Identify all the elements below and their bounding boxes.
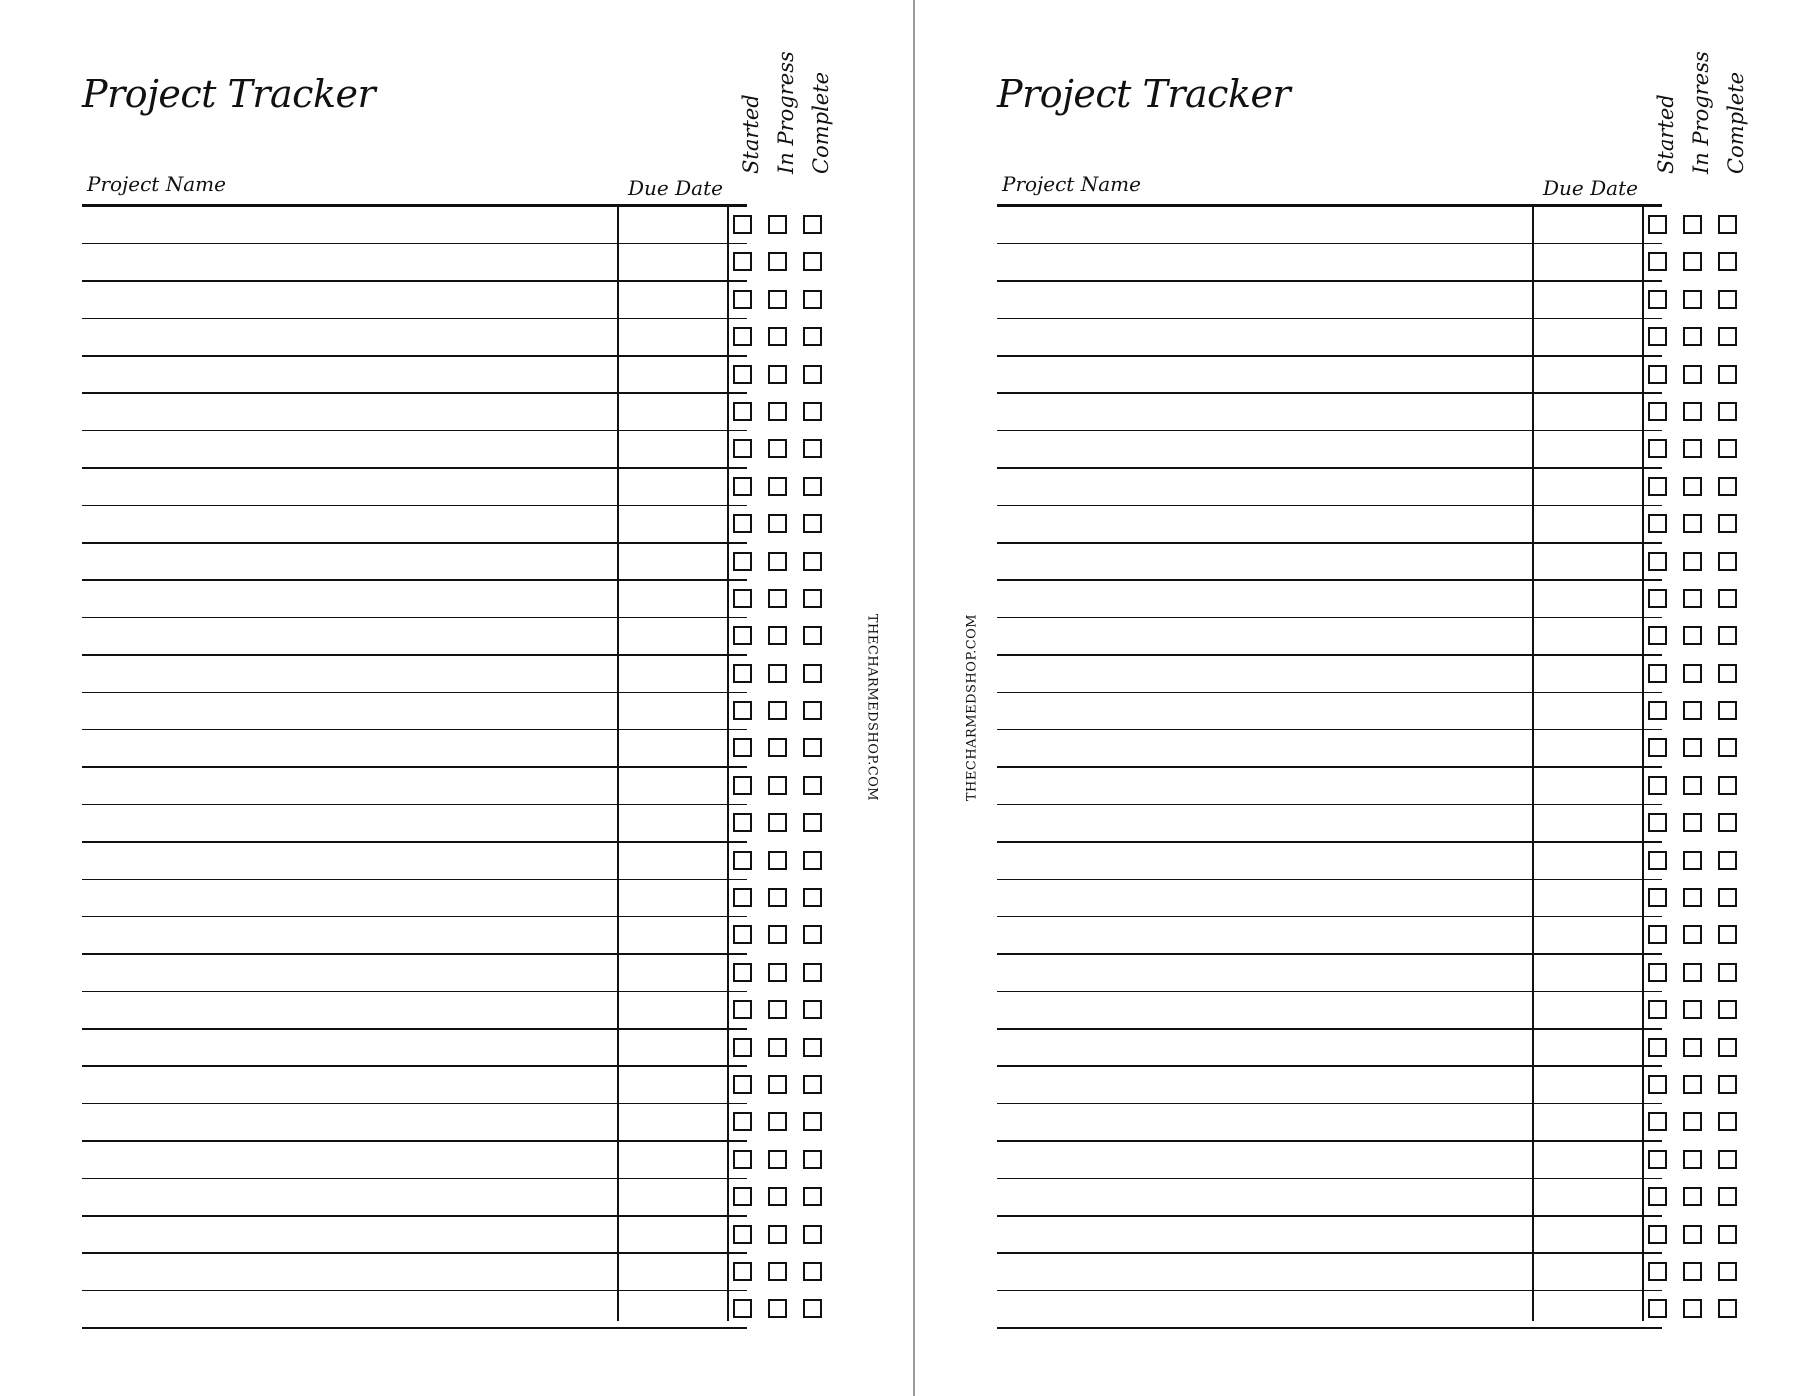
table-row [997,1142,1757,1179]
started-checkbox[interactable] [1648,439,1667,458]
in-progress-checkbox[interactable] [768,626,787,645]
complete-checkbox[interactable] [1718,1225,1737,1244]
table-row [82,1104,842,1141]
column-header-project-name: Project Name [87,172,226,196]
complete-checkbox[interactable] [1718,1038,1737,1057]
row-rule [997,1327,1662,1329]
started-checkbox[interactable] [733,1299,752,1318]
in-progress-checkbox[interactable] [768,851,787,870]
table-row [997,917,1757,954]
complete-checkbox[interactable] [1718,664,1737,683]
started-checkbox[interactable] [1648,925,1667,944]
complete-checkbox[interactable] [803,552,822,571]
complete-checkbox[interactable] [1718,626,1737,645]
complete-checkbox[interactable] [803,252,822,271]
complete-checkbox[interactable] [803,1225,822,1244]
in-progress-checkbox[interactable] [1683,290,1702,309]
started-checkbox[interactable] [733,215,752,234]
in-progress-checkbox[interactable] [1683,963,1702,982]
table-row [997,431,1757,468]
in-progress-checkbox[interactable] [1683,552,1702,571]
table-row [997,992,1757,1029]
complete-checkbox[interactable] [1718,1112,1737,1131]
table-row [82,319,842,356]
complete-checkbox[interactable] [1718,252,1737,271]
column-header-in-progress: In Progress [1689,51,1713,174]
complete-checkbox[interactable] [1718,1075,1737,1094]
column-header-in-progress: In Progress [774,51,798,174]
in-progress-checkbox[interactable] [1683,776,1702,795]
table-row [82,730,842,767]
in-progress-checkbox[interactable] [1683,365,1702,384]
table-row [997,693,1757,730]
complete-checkbox[interactable] [803,1000,822,1019]
in-progress-checkbox[interactable] [768,776,787,795]
started-checkbox[interactable] [1648,252,1667,271]
started-checkbox[interactable] [733,365,752,384]
left-page [82,0,880,1396]
started-checkbox[interactable] [1648,738,1667,757]
started-checkbox[interactable] [733,1262,752,1281]
table-row [997,581,1757,618]
in-progress-checkbox[interactable] [768,1299,787,1318]
table-row [997,1291,1757,1328]
started-checkbox[interactable] [1648,589,1667,608]
complete-checkbox[interactable] [1718,963,1737,982]
in-progress-checkbox[interactable] [768,664,787,683]
table-row [997,1067,1757,1104]
table-row [997,656,1757,693]
started-checkbox[interactable] [733,1187,752,1206]
complete-checkbox[interactable] [803,215,822,234]
table-row [82,282,842,319]
page-title: Project Tracker [82,72,376,116]
in-progress-checkbox[interactable] [768,402,787,421]
started-checkbox[interactable] [1648,514,1667,533]
complete-checkbox[interactable] [803,365,822,384]
started-checkbox[interactable] [733,439,752,458]
tracker-rows [82,207,842,1329]
table-row [997,805,1757,842]
in-progress-checkbox[interactable] [768,439,787,458]
page-divider [913,0,915,1396]
started-checkbox[interactable] [1648,1000,1667,1019]
started-checkbox[interactable] [733,252,752,271]
table-row [997,469,1757,506]
complete-checkbox[interactable] [803,439,822,458]
table-row [82,656,842,693]
complete-checkbox[interactable] [803,327,822,346]
in-progress-checkbox[interactable] [768,365,787,384]
table-row [997,394,1757,431]
in-progress-checkbox[interactable] [768,1000,787,1019]
table-row [997,1104,1757,1141]
in-progress-checkbox[interactable] [768,1262,787,1281]
table-row [997,282,1757,319]
started-checkbox[interactable] [733,290,752,309]
started-checkbox[interactable] [1648,1038,1667,1057]
started-checkbox[interactable] [1648,813,1667,832]
in-progress-checkbox[interactable] [1683,888,1702,907]
table-row [82,244,842,281]
started-checkbox[interactable] [733,925,752,944]
table-row [82,618,842,655]
started-checkbox[interactable] [733,1075,752,1094]
table-row [82,1067,842,1104]
in-progress-checkbox[interactable] [768,1150,787,1169]
in-progress-checkbox[interactable] [768,552,787,571]
right-page [964,0,1757,1396]
started-checkbox[interactable] [733,701,752,720]
started-checkbox[interactable] [733,327,752,346]
started-checkbox[interactable] [1648,552,1667,571]
in-progress-checkbox[interactable] [768,1038,787,1057]
watermark: THECHARMEDSHOP.COM [964,613,980,802]
table-row [997,1030,1757,1067]
column-header-started: Started [1654,94,1678,174]
table-row [82,1142,842,1179]
table-row [82,207,842,244]
complete-checkbox[interactable] [1718,1000,1737,1019]
complete-checkbox[interactable] [1718,738,1737,757]
started-checkbox[interactable] [1648,1262,1667,1281]
in-progress-checkbox[interactable] [1683,1225,1702,1244]
started-checkbox[interactable] [1648,402,1667,421]
complete-checkbox[interactable] [1718,514,1737,533]
in-progress-checkbox[interactable] [768,1075,787,1094]
complete-checkbox[interactable] [803,963,822,982]
complete-checkbox[interactable] [803,776,822,795]
complete-checkbox[interactable] [803,1075,822,1094]
column-header-complete: Complete [809,71,833,174]
in-progress-checkbox[interactable] [1683,252,1702,271]
complete-checkbox[interactable] [1718,402,1737,421]
complete-checkbox[interactable] [803,1038,822,1057]
complete-checkbox[interactable] [1718,1299,1737,1318]
started-checkbox[interactable] [733,963,752,982]
started-checkbox[interactable] [1648,1299,1667,1318]
table-row [82,1030,842,1067]
in-progress-checkbox[interactable] [1683,589,1702,608]
in-progress-checkbox[interactable] [768,290,787,309]
complete-checkbox[interactable] [803,290,822,309]
started-checkbox[interactable] [1648,215,1667,234]
started-checkbox[interactable] [1648,477,1667,496]
table-row [82,843,842,880]
table-row [82,394,842,431]
started-checkbox[interactable] [1648,1150,1667,1169]
column-header-complete: Complete [1724,71,1748,174]
in-progress-checkbox[interactable] [1683,1150,1702,1169]
table-row [997,1179,1757,1216]
table-row [82,992,842,1029]
table-row [82,768,842,805]
table-row [997,506,1757,543]
started-checkbox[interactable] [733,851,752,870]
started-checkbox[interactable] [733,552,752,571]
in-progress-checkbox[interactable] [768,477,787,496]
started-checkbox[interactable] [733,813,752,832]
page-title: Project Tracker [997,72,1291,116]
table-row [997,357,1757,394]
in-progress-checkbox[interactable] [1683,626,1702,645]
started-checkbox[interactable] [1648,1112,1667,1131]
complete-checkbox[interactable] [1718,290,1737,309]
started-checkbox[interactable] [733,1225,752,1244]
column-header-project-name: Project Name [1002,172,1141,196]
in-progress-checkbox[interactable] [1683,1262,1702,1281]
row-rule [82,1327,747,1329]
in-progress-checkbox[interactable] [768,1225,787,1244]
started-checkbox[interactable] [1648,626,1667,645]
started-checkbox[interactable] [1648,290,1667,309]
table-row [82,1217,842,1254]
in-progress-checkbox[interactable] [768,701,787,720]
in-progress-checkbox[interactable] [1683,701,1702,720]
tracker-rows [997,207,1757,1329]
started-checkbox[interactable] [733,1000,752,1019]
table-row [997,1217,1757,1254]
in-progress-checkbox[interactable] [768,215,787,234]
complete-checkbox[interactable] [1718,1187,1737,1206]
started-checkbox[interactable] [733,1112,752,1131]
in-progress-checkbox[interactable] [768,1187,787,1206]
started-checkbox[interactable] [1648,701,1667,720]
table-row [82,1291,842,1328]
in-progress-checkbox[interactable] [1683,1000,1702,1019]
table-row [82,469,842,506]
in-progress-checkbox[interactable] [768,738,787,757]
complete-checkbox[interactable] [1718,776,1737,795]
complete-checkbox[interactable] [803,514,822,533]
in-progress-checkbox[interactable] [1683,1299,1702,1318]
complete-checkbox[interactable] [1718,701,1737,720]
started-checkbox[interactable] [1648,1187,1667,1206]
complete-checkbox[interactable] [1718,813,1737,832]
complete-checkbox[interactable] [803,888,822,907]
table-row [997,768,1757,805]
table-row [82,581,842,618]
complete-checkbox[interactable] [1718,925,1737,944]
complete-checkbox[interactable] [803,1262,822,1281]
complete-checkbox[interactable] [1718,888,1737,907]
table-row [997,544,1757,581]
complete-checkbox[interactable] [803,851,822,870]
table-row [82,805,842,842]
in-progress-checkbox[interactable] [768,1112,787,1131]
complete-checkbox[interactable] [803,738,822,757]
started-checkbox[interactable] [1648,776,1667,795]
table-row [82,880,842,917]
in-progress-checkbox[interactable] [768,925,787,944]
started-checkbox[interactable] [1648,851,1667,870]
started-checkbox[interactable] [1648,888,1667,907]
table-row [82,1254,842,1291]
complete-checkbox[interactable] [803,1150,822,1169]
started-checkbox[interactable] [733,589,752,608]
complete-checkbox[interactable] [803,402,822,421]
complete-checkbox[interactable] [1718,851,1737,870]
column-header-started: Started [739,94,763,174]
started-checkbox[interactable] [733,888,752,907]
column-header-due-date: Due Date [628,176,723,200]
table-row [997,207,1757,244]
started-checkbox[interactable] [733,738,752,757]
watermark: THECHARMEDSHOP.COM [864,613,880,802]
complete-checkbox[interactable] [1718,552,1737,571]
in-progress-checkbox[interactable] [1683,1187,1702,1206]
table-row [997,955,1757,992]
started-checkbox[interactable] [1648,327,1667,346]
in-progress-checkbox[interactable] [1683,215,1702,234]
in-progress-checkbox[interactable] [1683,439,1702,458]
in-progress-checkbox[interactable] [768,963,787,982]
table-row [82,506,842,543]
started-checkbox[interactable] [1648,1075,1667,1094]
table-row [82,917,842,954]
complete-checkbox[interactable] [803,1299,822,1318]
table-row [997,1254,1757,1291]
in-progress-checkbox[interactable] [1683,813,1702,832]
started-checkbox[interactable] [733,664,752,683]
table-row [82,544,842,581]
complete-checkbox[interactable] [803,626,822,645]
started-checkbox[interactable] [733,1150,752,1169]
in-progress-checkbox[interactable] [1683,925,1702,944]
in-progress-checkbox[interactable] [768,888,787,907]
started-checkbox[interactable] [733,776,752,795]
table-row [997,843,1757,880]
in-progress-checkbox[interactable] [1683,514,1702,533]
started-checkbox[interactable] [733,626,752,645]
in-progress-checkbox[interactable] [1683,1038,1702,1057]
complete-checkbox[interactable] [803,813,822,832]
started-checkbox[interactable] [733,514,752,533]
in-progress-checkbox[interactable] [1683,851,1702,870]
table-row [82,955,842,992]
started-checkbox[interactable] [1648,365,1667,384]
table-row [82,693,842,730]
table-row [997,730,1757,767]
complete-checkbox[interactable] [1718,477,1737,496]
table-row [82,431,842,468]
complete-checkbox[interactable] [803,589,822,608]
in-progress-checkbox[interactable] [1683,327,1702,346]
in-progress-checkbox[interactable] [768,589,787,608]
complete-checkbox[interactable] [1718,439,1737,458]
started-checkbox[interactable] [733,1038,752,1057]
in-progress-checkbox[interactable] [1683,738,1702,757]
in-progress-checkbox[interactable] [1683,664,1702,683]
table-row [997,319,1757,356]
in-progress-checkbox[interactable] [768,252,787,271]
complete-checkbox[interactable] [1718,365,1737,384]
complete-checkbox[interactable] [803,701,822,720]
complete-checkbox[interactable] [1718,215,1737,234]
table-row [997,880,1757,917]
complete-checkbox[interactable] [803,1112,822,1131]
column-header-due-date: Due Date [1543,176,1638,200]
table-row [997,244,1757,281]
started-checkbox[interactable] [1648,1225,1667,1244]
complete-checkbox[interactable] [803,1187,822,1206]
complete-checkbox[interactable] [1718,1262,1737,1281]
in-progress-checkbox[interactable] [1683,1112,1702,1131]
table-row [997,618,1757,655]
started-checkbox[interactable] [733,477,752,496]
started-checkbox[interactable] [733,402,752,421]
in-progress-checkbox[interactable] [1683,1075,1702,1094]
complete-checkbox[interactable] [803,925,822,944]
in-progress-checkbox[interactable] [1683,477,1702,496]
started-checkbox[interactable] [1648,963,1667,982]
table-row [82,1179,842,1216]
in-progress-checkbox[interactable] [1683,402,1702,421]
complete-checkbox[interactable] [1718,1150,1737,1169]
in-progress-checkbox[interactable] [768,813,787,832]
table-row [82,357,842,394]
in-progress-checkbox[interactable] [768,514,787,533]
complete-checkbox[interactable] [803,664,822,683]
started-checkbox[interactable] [1648,664,1667,683]
complete-checkbox[interactable] [803,477,822,496]
complete-checkbox[interactable] [1718,327,1737,346]
complete-checkbox[interactable] [1718,589,1737,608]
in-progress-checkbox[interactable] [768,327,787,346]
